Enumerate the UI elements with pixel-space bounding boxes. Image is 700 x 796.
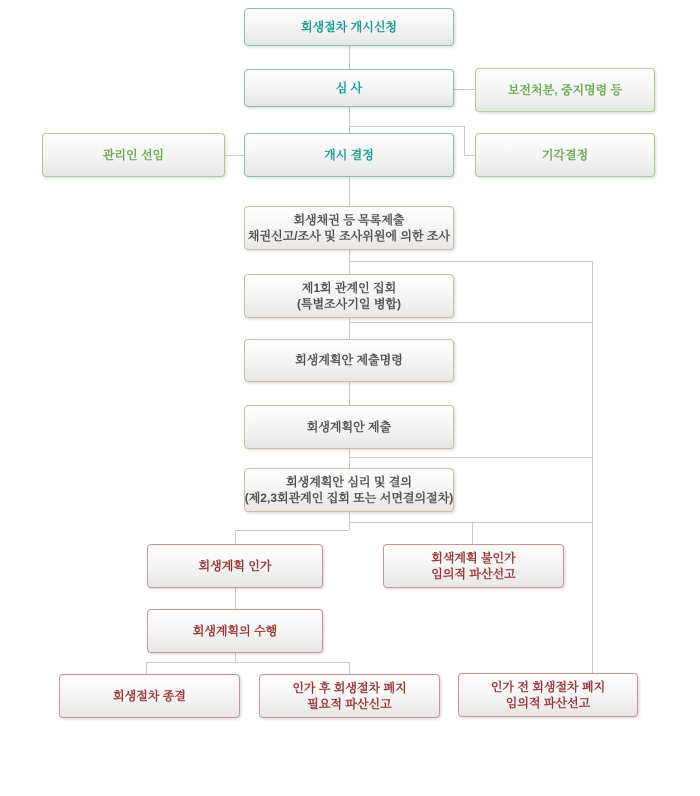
node-commencement-decision [244,133,454,177]
node-label: (제2,3회관계인 집회 또는 서면결의절차) [244,491,454,505]
connector-line [349,261,592,262]
node-label: 회생계획안 제출 [306,419,392,434]
connector-line [592,261,593,673]
node-label: 회색계획 불인가 [431,550,516,565]
node-label: 보전처분, 중지명령 등 [507,82,623,97]
node-opening-application [244,8,454,46]
node-plan-submission [244,405,454,449]
node-label: 관리인 선임 [102,147,165,162]
node-label: (특별조사기일 병합) [296,297,402,311]
connector-line [349,250,350,274]
node-plan-execution [147,609,323,653]
connector-line [349,126,464,127]
node-dismissal-decision [475,133,655,177]
node-label: 인가 전 회생절차 폐지 [490,679,606,694]
node-first-interested-meeting [244,274,454,318]
connector-line [146,662,349,663]
connector-line [349,46,350,69]
node-label: 임의적 파산선고 [505,696,591,710]
connector-line [225,155,244,156]
node-custodian-appointment [42,133,225,177]
node-claims-list-submission [244,206,454,250]
node-label: 심 사 [335,80,363,95]
node-post-approval-abolition [259,674,440,718]
connector-line [349,512,350,530]
connector-line [454,89,475,90]
connector-line [146,662,147,674]
connector-line [349,457,592,458]
node-preservation-order [475,68,655,112]
node-label: 인가 후 회생절차 폐지 [292,680,407,695]
node-label: 필요적 파산신고 [307,697,392,711]
node-label: 기각결정 [541,147,589,162]
connector-line [349,322,592,323]
node-label: 회생절차 종결 [113,688,186,703]
connector-line [349,382,350,405]
node-label: 임의적 파산선고 [431,567,516,581]
connector-line [349,449,350,468]
node-procedure-completion [59,674,240,718]
connector-line [235,588,236,609]
connector-line [349,662,350,674]
connector-line [349,522,592,523]
node-label: 회생계획 인가 [198,558,272,573]
connector-line [472,522,473,544]
node-pre-approval-abolition [458,673,638,717]
node-plan-approval [147,544,323,588]
connector-line [235,653,236,662]
connector-line [235,530,236,544]
connector-line [464,126,465,155]
node-plan-disapproval [383,544,564,588]
node-label: 채권신고/조사 및 조사위원에 의한 조사 [247,229,451,243]
node-label: 회생계획안 제출명령 [295,353,403,368]
node-label: 회생채권 등 목록제출 [293,212,405,227]
node-label: 제1회 관계인 집회 [301,280,397,295]
node-plan-review-resolution [244,468,454,512]
node-review [244,69,454,107]
node-label: 개시 결정 [324,147,374,162]
connector-line [349,177,350,206]
node-label: 회생계획안 심리 및 결의 [286,474,412,489]
connector-line [235,530,349,531]
node-plan-submission-order [244,339,454,382]
node-label: 회생절차 개시신청 [300,19,398,34]
connector-line [349,107,350,133]
node-label: 회생계획의 수행 [192,623,278,638]
connector-line [464,155,475,156]
